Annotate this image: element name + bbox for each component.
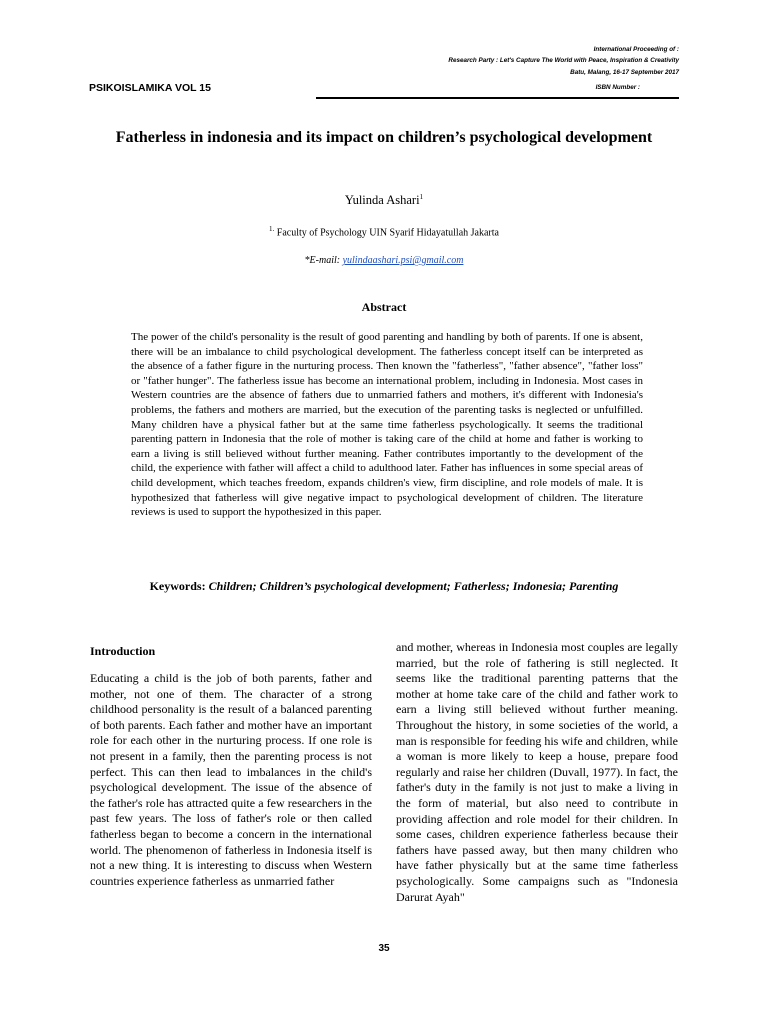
introduction-right-column: and mother, whereas in Indonesia most couples are legally married, but the role of fathering is still neglected. It seems like the traditional parenting patterns that the mother at home take care of the child and father work to earn a living still believed without further meaning. Throughout the history, in some societies of the world, a man is responsible for feeding his wife and children, while a woman is more likely to keep a house, prepare food regularly and raise her children (Duvall, 1977). In fact, the father's duty in the family is not just to make a living in the form of material, but also need to contribute in providing affection and role model for their children. In some cases, children experience fatherless because their fathers have passed away, but then many children who have father physically but at the same time fatherless psychologically. Some campaigns such as "Indonesia Darurat Ayah" [396,640,678,904]
email-link[interactable]: yulindaashari.psi@gmail.com [342,255,464,266]
page-number: 35 [378,943,390,954]
abstract-text: The power of the child's personality is the result of good parenting and handling by both of parents. If one is absent, there will be an imbalance to child psychological development. The fatherless concept itself can be interpreted as the absence of a father figure in the nurturing process. Then known the "fatherless", "father absence", "father loss" or "father hunger". The fatherless issue has become an international problem, including in Indonesia. Most cases in Western countries are the absence of fathers due to unmarried fathers and mothers, it's different with Indonesia's problems, the fathers and mothers are married, but the execution of the parenting tasks is neglected or unfulfilled. Many children have a physical father but at the same time fatherless psychologically. It seems the traditional parenting pattern in Indonesia that the role of mother is taking care of the child at home and father is working to earn a living is still believed without further meaning. Father contributes importantly to the development of the child, the experience with father will affect a child to adulthood later. Father has influences in some special areas of child development, which teaches freedom, expands children's view, firm discipline, and role models of male. It is hypothesized that fatherless will give negative impact to psychological development of children. The literature reviews is used to support the hypothesized in this paper. [131,331,643,519]
event-place-date: Batu, Malang, 16-17 September 2017 [570,69,679,76]
email-label: *E-mail: [304,255,341,266]
author-name: Yulinda Ashari [344,193,420,208]
keywords-list: Children; Children’s psychological development; Fatherless; Indonesia; Parenting [208,579,619,593]
proceeding-label: International Proceeding of : [593,46,679,53]
introduction-left-column: Educating a child is the job of both parents, father and mother, not one of them. The character of a strong childhood personality is the result of a balanced parenting of both parents. Each father and mother have an important role for each other in the nurturing process. If one role is not present in a family, then the parenting process is not perfect. This can then lead to imbalances in the child's psychological development. The issue of the absence of the father's role has attracted quite a few researchers in the past few years. The loss of father's role or then called fatherless began to become a concern in the international world. The phenomenon of fatherless in Indonesia itself is not a new thing. It is interesting to discuss when Western countries experience fatherless as unmarried father [90,671,372,888]
abstract-heading: Abstract [361,300,407,314]
isbn-label: ISBN Number : [595,84,640,91]
keywords-label: Keywords: [149,579,206,593]
author-superscript: 1 [419,193,424,201]
affiliation-superscript: 1. [269,225,275,233]
event-name: Research Party : Let's Capture The World with Peace, Inspiration & Creativity [448,57,679,64]
introduction-heading: Introduction [90,644,156,658]
author-line [89,193,679,208]
affiliation-text: Faculty of Psychology UIN Syarif Hidayatullah Jakarta [276,227,499,239]
keywords-line [89,579,679,594]
journal-name: PSIKOISLAMIKA VOL 15 [89,82,211,94]
affiliation-line [89,225,679,238]
header-divider [316,97,679,99]
email-line [89,255,679,266]
paper-title: Fatherless in indonesia and its impact on children’s psychological development [115,129,653,146]
